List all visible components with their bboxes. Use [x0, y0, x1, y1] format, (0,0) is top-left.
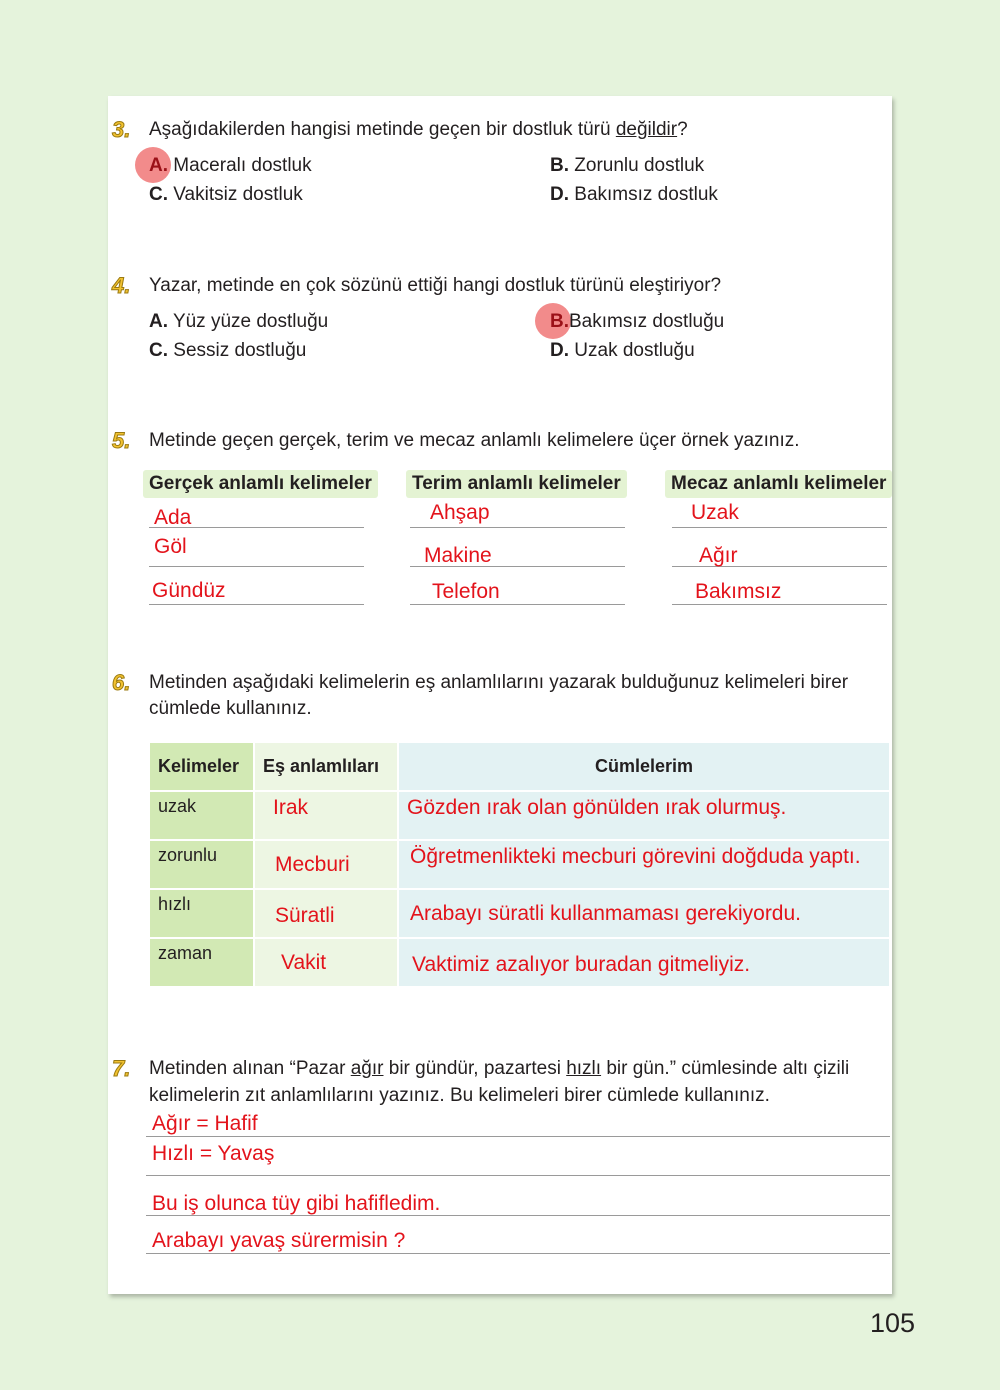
option-b[interactable]: B.Bakımsız dostluğu	[550, 311, 725, 332]
question-7-text-line2: kelimelerin zıt anlamlılarını yazınız. Bu kelimeleri birer cümlede kullanınız.	[149, 1085, 770, 1106]
question-7-text-line1: Metinden alınan “Pazar ağır bir gündür, pazartesi hızlı bir gün.” cümlesinde altı çizili	[149, 1058, 850, 1079]
table-row	[149, 889, 890, 938]
sentence-cell[interactable]: Öğretmenlikteki mecburi görevini doğduda yaptı.	[410, 845, 861, 868]
synonym-cell[interactable]: Mecburi	[275, 853, 350, 876]
option-c[interactable]: C. Vakitsiz dostluk	[149, 184, 303, 205]
question-number-7: 7.	[112, 1056, 131, 1081]
sentence-cell[interactable]: Arabayı süratli kullanmaması gerekiyordu.	[410, 902, 802, 925]
table-row	[149, 938, 890, 987]
header-words: Kelimeler	[149, 742, 254, 791]
answer-field[interactable]: Ahşap	[430, 501, 490, 524]
sentence-cell[interactable]: Gözden ırak olan gönülden ırak olurmuş.	[407, 796, 787, 819]
question-number-6: 6.	[112, 670, 131, 695]
question-3-text: Aşağıdakilerden hangisi metinde geçen bir dostluk türü değildir?	[149, 119, 688, 140]
answer-field[interactable]: Makine	[424, 544, 492, 567]
question-5-text: Metinde geçen gerçek, terim ve mecaz anlamlı kelimelere üçer örnek yazınız.	[149, 430, 800, 451]
answer-field[interactable]: Bakımsız	[695, 580, 782, 603]
header-synonyms: Eş anlamlıları	[254, 742, 398, 791]
answer-field[interactable]: Gündüz	[152, 579, 226, 602]
column-header-term: Terim anlamlı kelimeler	[406, 470, 627, 498]
answer-field[interactable]: Uzak	[691, 501, 739, 524]
synonym-cell[interactable]: Süratli	[275, 904, 335, 927]
word-cell: hızlı	[149, 889, 254, 938]
answer-field[interactable]: Ağır = Hafif	[152, 1112, 258, 1135]
question-number-3: 3.	[112, 117, 131, 142]
page-number: 105	[870, 1308, 916, 1338]
synonym-table	[148, 741, 891, 988]
option-d[interactable]: D. Uzak dostluğu	[550, 340, 695, 361]
word-cell: uzak	[149, 791, 254, 840]
synonym-cell[interactable]: Irak	[273, 796, 309, 819]
answer-field[interactable]: Ada	[154, 506, 192, 529]
answer-field[interactable]: Telefon	[432, 580, 500, 603]
option-b[interactable]: B. Zorunlu dostluk	[550, 155, 705, 176]
answer-field[interactable]: Bu iş olunca tüy gibi hafifledim.	[152, 1192, 441, 1215]
column-header-real: Gerçek anlamlı kelimeler	[143, 470, 378, 498]
answer-field[interactable]: Arabayı yavaş sürermisin ?	[152, 1229, 406, 1252]
answer-field[interactable]: Göl	[154, 535, 187, 558]
sentence-cell[interactable]: Vaktimiz azalıyor buradan gitmeliyiz.	[412, 953, 751, 976]
word-cell: zaman	[149, 938, 254, 987]
option-d[interactable]: D. Bakımsız dostluk	[550, 184, 718, 205]
option-c[interactable]: C. Sessiz dostluğu	[149, 340, 307, 361]
question-number-5: 5.	[112, 428, 131, 453]
question-6-text-line1: Metinden aşağıdaki kelimelerin eş anlamlılarını yazarak bulduğunuz kelimeleri birer	[149, 672, 849, 693]
option-a[interactable]: A. Maceralı dostluk	[149, 155, 312, 176]
table-row	[149, 840, 890, 889]
option-a[interactable]: A. Yüz yüze dostluğu	[149, 311, 329, 332]
answer-field[interactable]: Hızlı = Yavaş	[152, 1142, 275, 1165]
question-number-4: 4.	[112, 273, 131, 298]
header-sentences: Cümlelerim	[398, 742, 890, 791]
column-header-figurative: Mecaz anlamlı kelimeler	[665, 470, 892, 498]
word-cell: zorunlu	[149, 840, 254, 889]
table-header-row	[149, 742, 890, 791]
answer-field[interactable]: Ağır	[699, 544, 738, 567]
question-4-text: Yazar, metinde en çok sözünü ettiği hangi dostluk türünü eleştiriyor?	[149, 275, 722, 296]
question-6-text-line2: cümlede kullanınız.	[149, 698, 312, 719]
synonym-cell[interactable]: Vakit	[281, 951, 327, 974]
table-row	[149, 791, 890, 840]
